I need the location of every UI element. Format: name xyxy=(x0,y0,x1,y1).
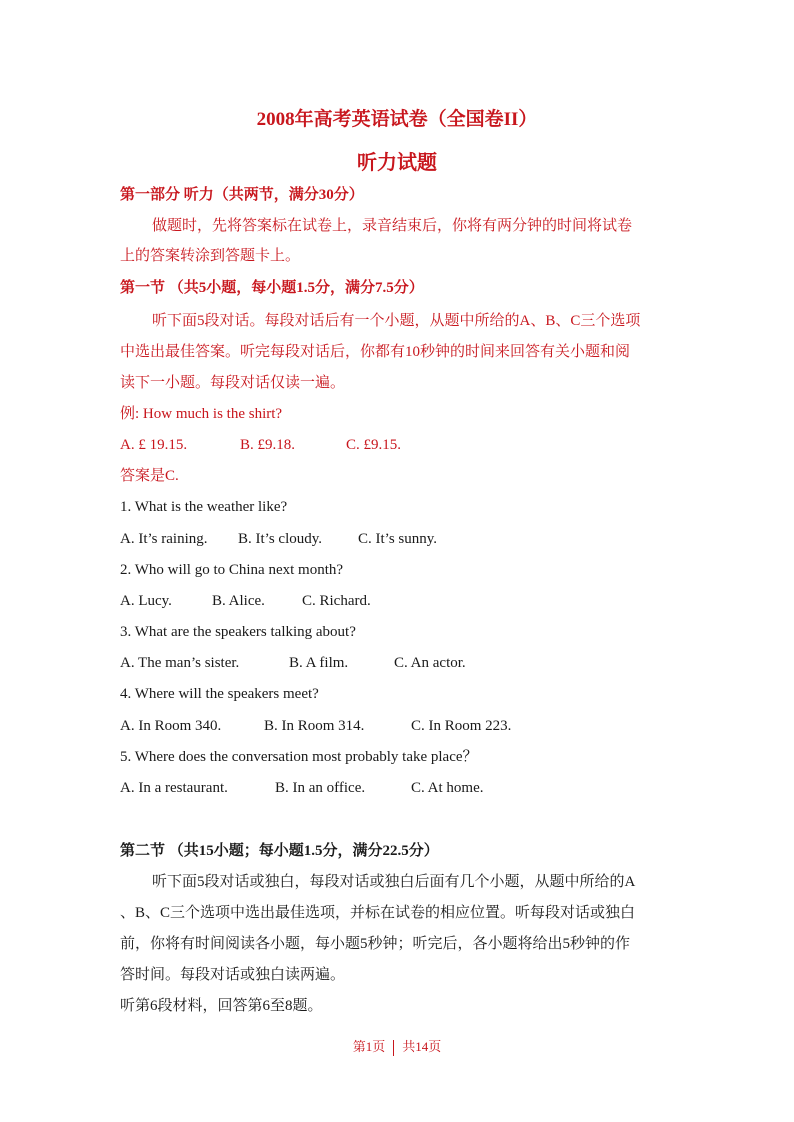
section2-instruction-line3: 前，你将有时间阅读各小题，每小题5秒钟；听完后，各小题将给出5秒钟的作 xyxy=(120,936,631,952)
question-4-options xyxy=(120,715,511,737)
question-1: 1. What is the weather like? xyxy=(120,499,288,515)
example-answer: 答案是C. xyxy=(120,468,179,484)
question-2: 2. Who will go to China next month? xyxy=(120,562,344,578)
question-4-option-b: B. In Room 314. xyxy=(264,718,365,734)
material-instruction: 听第6段材料，回答第6至8题。 xyxy=(120,998,323,1014)
question-5-option-b: B. In an office. xyxy=(275,780,366,796)
question-3: 3. What are the speakers talking about? xyxy=(120,624,356,640)
question-5: 5. Where does the conversation most probably take place？ xyxy=(120,749,478,765)
question-2-options xyxy=(120,590,371,612)
section1-instruction-line2: 中选出最佳答案。听完每段对话后，你都有10秒钟的时间来回答有关小题和阅 xyxy=(120,344,631,360)
question-5-option-c: C. At home. xyxy=(411,780,484,796)
question-2-option-a: A. Lucy. xyxy=(120,593,172,609)
question-5-option-a: A. In a restaurant. xyxy=(120,780,228,796)
example-options xyxy=(120,434,401,456)
question-3-option-c: C. An actor. xyxy=(394,655,466,671)
section1-instruction-line3: 读下一小题。每段对话仅读一遍。 xyxy=(120,375,346,391)
section2-instruction-line1: 听下面5段对话或独白，每段对话或独白后面有几个小题，从题中所给的A xyxy=(152,874,636,890)
footer-separator xyxy=(393,1040,394,1056)
section1-heading: 第一节 （共5小题，每小题1.5分，满分7.5分） xyxy=(120,280,424,296)
exam-subtitle: 听力试题 xyxy=(357,152,437,174)
question-3-option-a: A. The man’s sister. xyxy=(120,655,240,671)
question-1-option-b: B. It’s cloudy. xyxy=(238,531,323,547)
example-option-c: C. £9.15. xyxy=(346,437,402,453)
part1-instruction-line1: 做题时，先将答案标在试卷上，录音结束后，你将有两分钟的时间将试卷 xyxy=(152,218,633,234)
page-footer xyxy=(0,1036,794,1056)
section2-instruction-line2: 、B、C三个选项中选出最佳选项，并标在试卷的相应位置。听每段对话或独白 xyxy=(120,905,636,921)
part1-instruction-line2: 上的答案转涂到答题卡上。 xyxy=(120,248,301,264)
part1-heading: 第一部分 听力（共两节，满分30分） xyxy=(120,187,364,203)
section2-heading: 第二节 （共15小题；每小题1.5分，满分22.5分） xyxy=(120,843,439,859)
question-4-option-a: A. In Room 340. xyxy=(120,718,222,734)
question-2-option-b: B. Alice. xyxy=(212,593,265,609)
example-option-a: A. £ 19.15. xyxy=(120,437,188,453)
section1-instruction-line1: 听下面5段对话。每段对话后有一个小题，从题中所给的A、B、C三个选项 xyxy=(152,313,641,329)
question-5-options xyxy=(120,777,484,799)
question-4: 4. Where will the speakers meet? xyxy=(120,686,319,702)
question-1-option-c: C. It’s sunny. xyxy=(358,531,438,547)
question-1-option-a: A. It’s raining. xyxy=(120,531,208,547)
exam-title: 2008年高考英语试卷（全国卷II） xyxy=(256,109,538,130)
example-question: 例: How much is the shirt? xyxy=(120,406,283,422)
page-total: 共14页 xyxy=(402,1039,442,1054)
question-3-options xyxy=(120,652,466,674)
question-1-options xyxy=(120,528,437,550)
example-option-b: B. £9.18. xyxy=(240,437,296,453)
question-4-option-c: C. In Room 223. xyxy=(411,718,512,734)
page-number: 第1页 xyxy=(352,1039,386,1054)
question-3-option-b: B. A film. xyxy=(289,655,349,671)
section2-instruction-line4: 答时间。每段对话或独白读两遍。 xyxy=(120,967,346,983)
question-2-option-c: C. Richard. xyxy=(302,593,371,609)
